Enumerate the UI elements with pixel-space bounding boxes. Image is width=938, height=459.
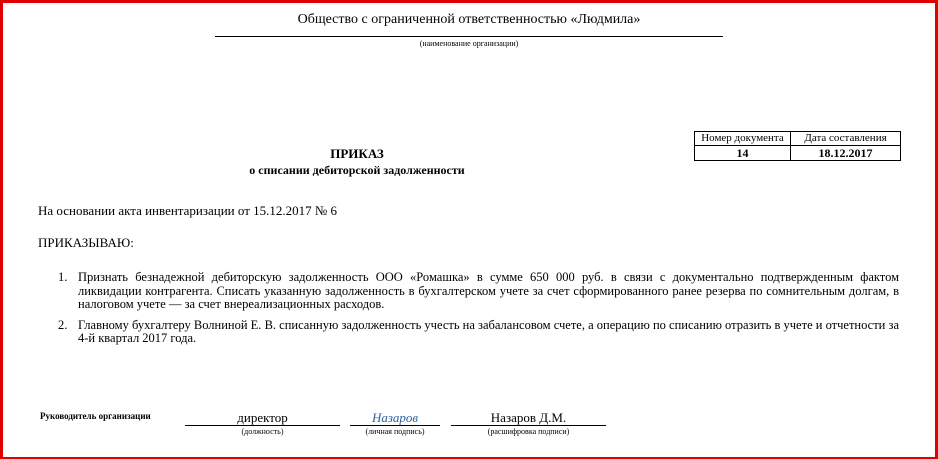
list-item [38, 271, 899, 312]
list-item-text: Главному бухгалтеру Волниной Е. В. списанную задолженность учесть на забалансовом счете, а операцию по списанию отразить в учете и отчетности за 4-й квартал 2017 года. [78, 317, 899, 345]
organization-caption: (наименование организации) [419, 39, 519, 48]
list-item [38, 319, 899, 346]
list-item-text: Признать безнадежной дебиторскую задолженность ООО «Ромашка» в сумме 650 000 руб. в связи с документально подтвержденным фактом ликвидации контрагента. Списать указанную задолженность в бухгалтерском учете за счет сформированного ранее резерва по сомнительным долгам, в налоговом учете — за счет внереализационных расходов. [78, 270, 899, 311]
handwritten-signature: Назаров [371, 410, 419, 425]
doc-number-header: Номер документа [695, 132, 791, 146]
doc-number-value: 14 [695, 146, 791, 161]
doc-date-header: Дата составления [791, 132, 901, 146]
document-info-table [694, 131, 901, 161]
doc-date-value: 18.12.2017 [791, 146, 901, 161]
signature-label: Руководитель организации [40, 411, 151, 421]
basis-text: На основании акта инвентаризации от 15.12.2017 № 6 [38, 203, 338, 218]
document-title: ПРИКАЗ [330, 146, 384, 161]
list-item-number: 1. [58, 270, 68, 284]
signature-line [350, 425, 440, 426]
position-caption: (должность) [241, 427, 284, 436]
name-line [451, 425, 606, 426]
position-line [185, 425, 340, 426]
signature-position: директор [237, 410, 288, 425]
list-item-number: 2. [58, 317, 68, 332]
organization-name: Общество с ограниченной ответственностью «Людмила» [297, 12, 641, 27]
name-caption: (расшифровка подписи) [487, 427, 570, 436]
signature-name: Назаров Д.М. [490, 410, 567, 425]
signature-caption: (личная подпись) [365, 427, 425, 436]
order-word: ПРИКАЗЫВАЮ: [38, 235, 134, 250]
organization-underline [215, 36, 723, 37]
order-items [38, 271, 899, 346]
document-subtitle: о списании дебиторской задолженности [249, 163, 465, 177]
